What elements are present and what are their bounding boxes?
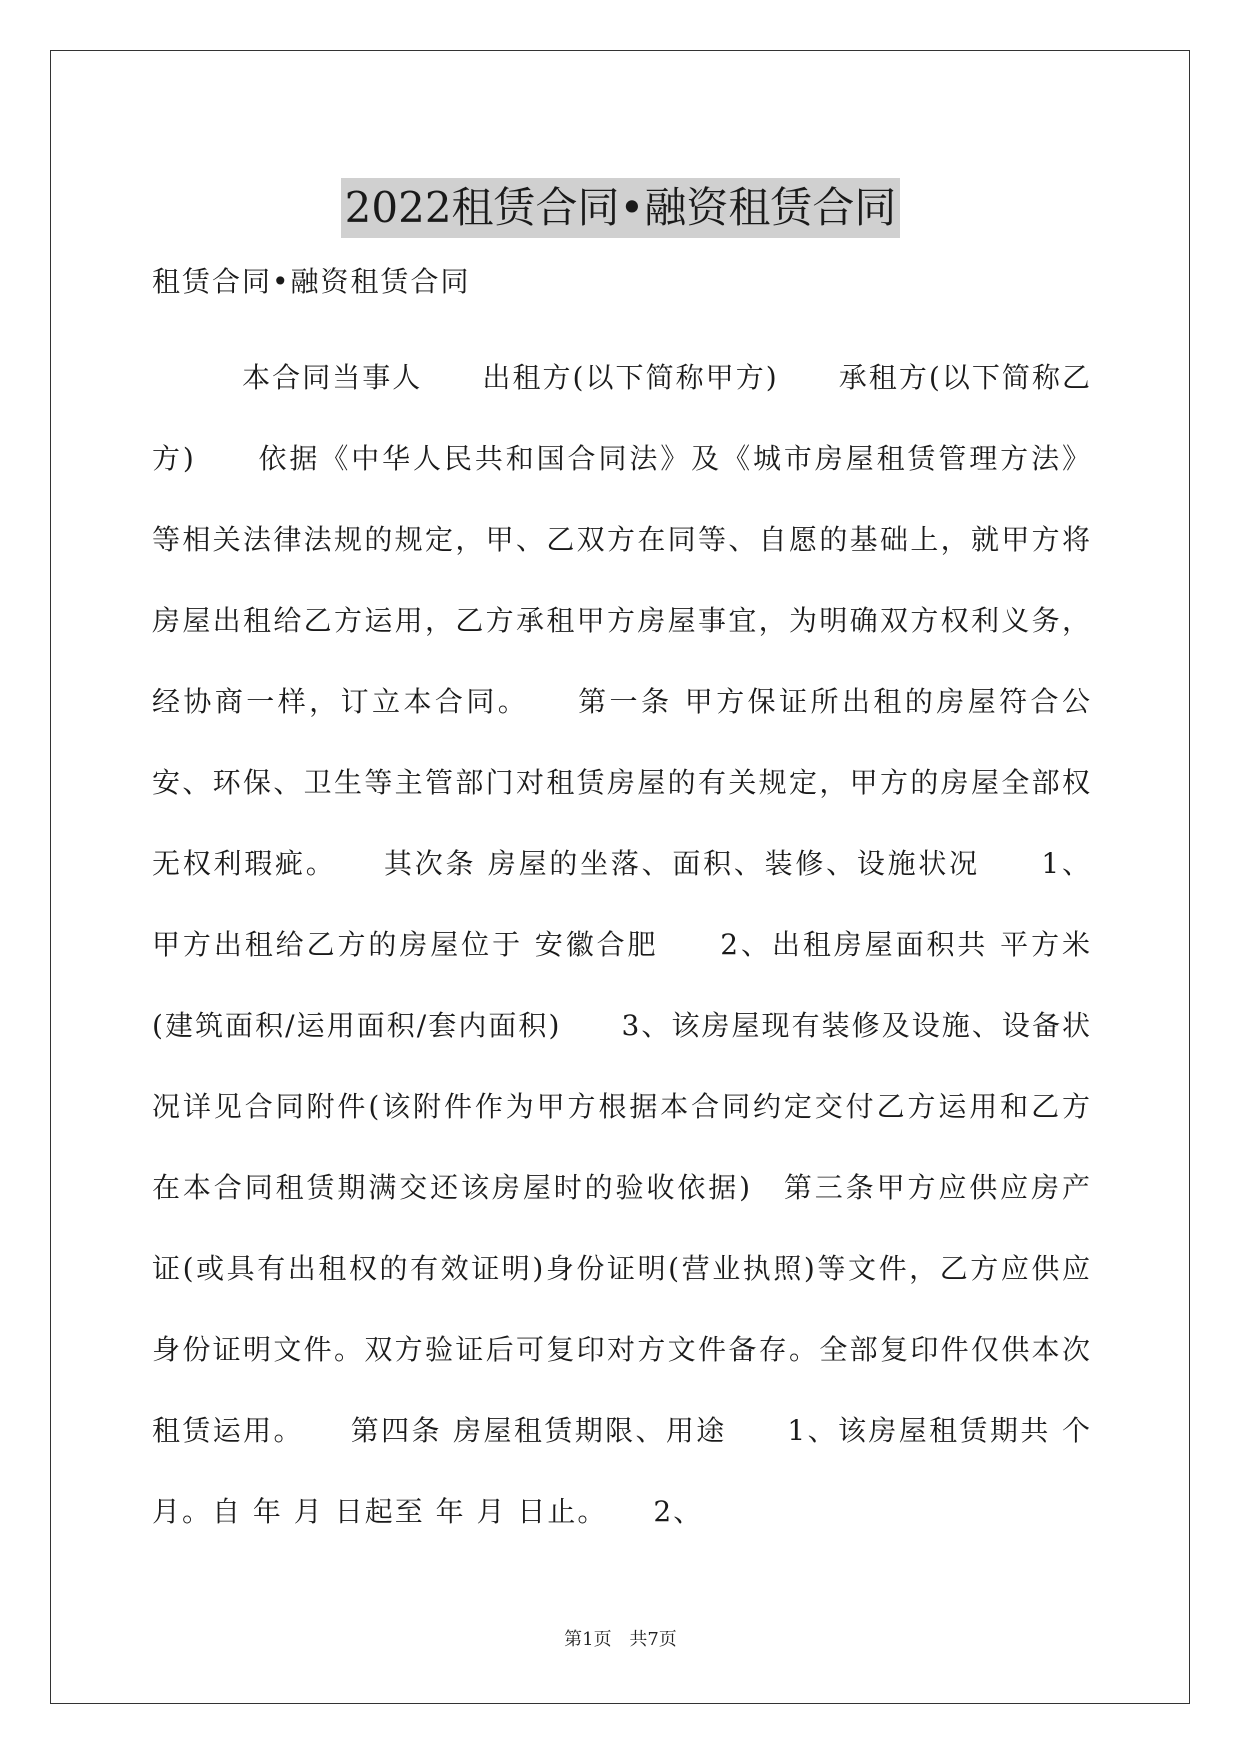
page-total: 共7页 bbox=[629, 1629, 677, 1650]
document-body: 本合同当事人 出租方(以下简称甲方) 承租方(以下简称乙方) 依据《中华人民共和国合同法》及《城市房屋租赁管理方法》等相关法律法规的规定，甲、乙双方在同等、自愿的基础上，就甲方将房屋出租给乙方运用，乙方承租甲方房屋事宜，为明确双方权利义务，经协商一样，订立本合同。 第一条 甲方保证所出租的房屋符合公安、环保、卫生等主管部门对租赁房屋的有关规定，甲方的房屋全部权无权利瑕疵。 其次条 房屋的坐落、面积、装修、设施状况 1、甲方出租给乙方的房屋位于 安徽合肥 2、出租房屋面积共 平方米(建筑面积/运用面积/套内面积) 3、该房屋现有装修及设施、设备状况详见合同附件(该附件作为甲方根据本合同约定交付乙方运用和乙方在本合同租赁期满交还该房屋时的验收依据) 第三条甲方应供应房产证(或具有出租权的有效证明)身份证明(营业执照)等文件，乙方应供应身份证明文件。双方验证后可复印对方文件备存。全部复印件仅供本次租赁运用。 第四条 房屋租赁期限、用途 1、该房屋租赁期共 个月。自 年 月 日起至 年 月 日止。 2、 bbox=[152, 361, 1092, 1528]
document-title: 2022租赁合同•融资租赁合同 bbox=[341, 178, 901, 238]
page-footer bbox=[0, 1628, 1241, 1652]
title-container bbox=[0, 150, 1241, 266]
document-subtitle: 租赁合同•融资租赁合同 bbox=[152, 265, 471, 298]
page-number: 第1页 bbox=[564, 1629, 612, 1650]
